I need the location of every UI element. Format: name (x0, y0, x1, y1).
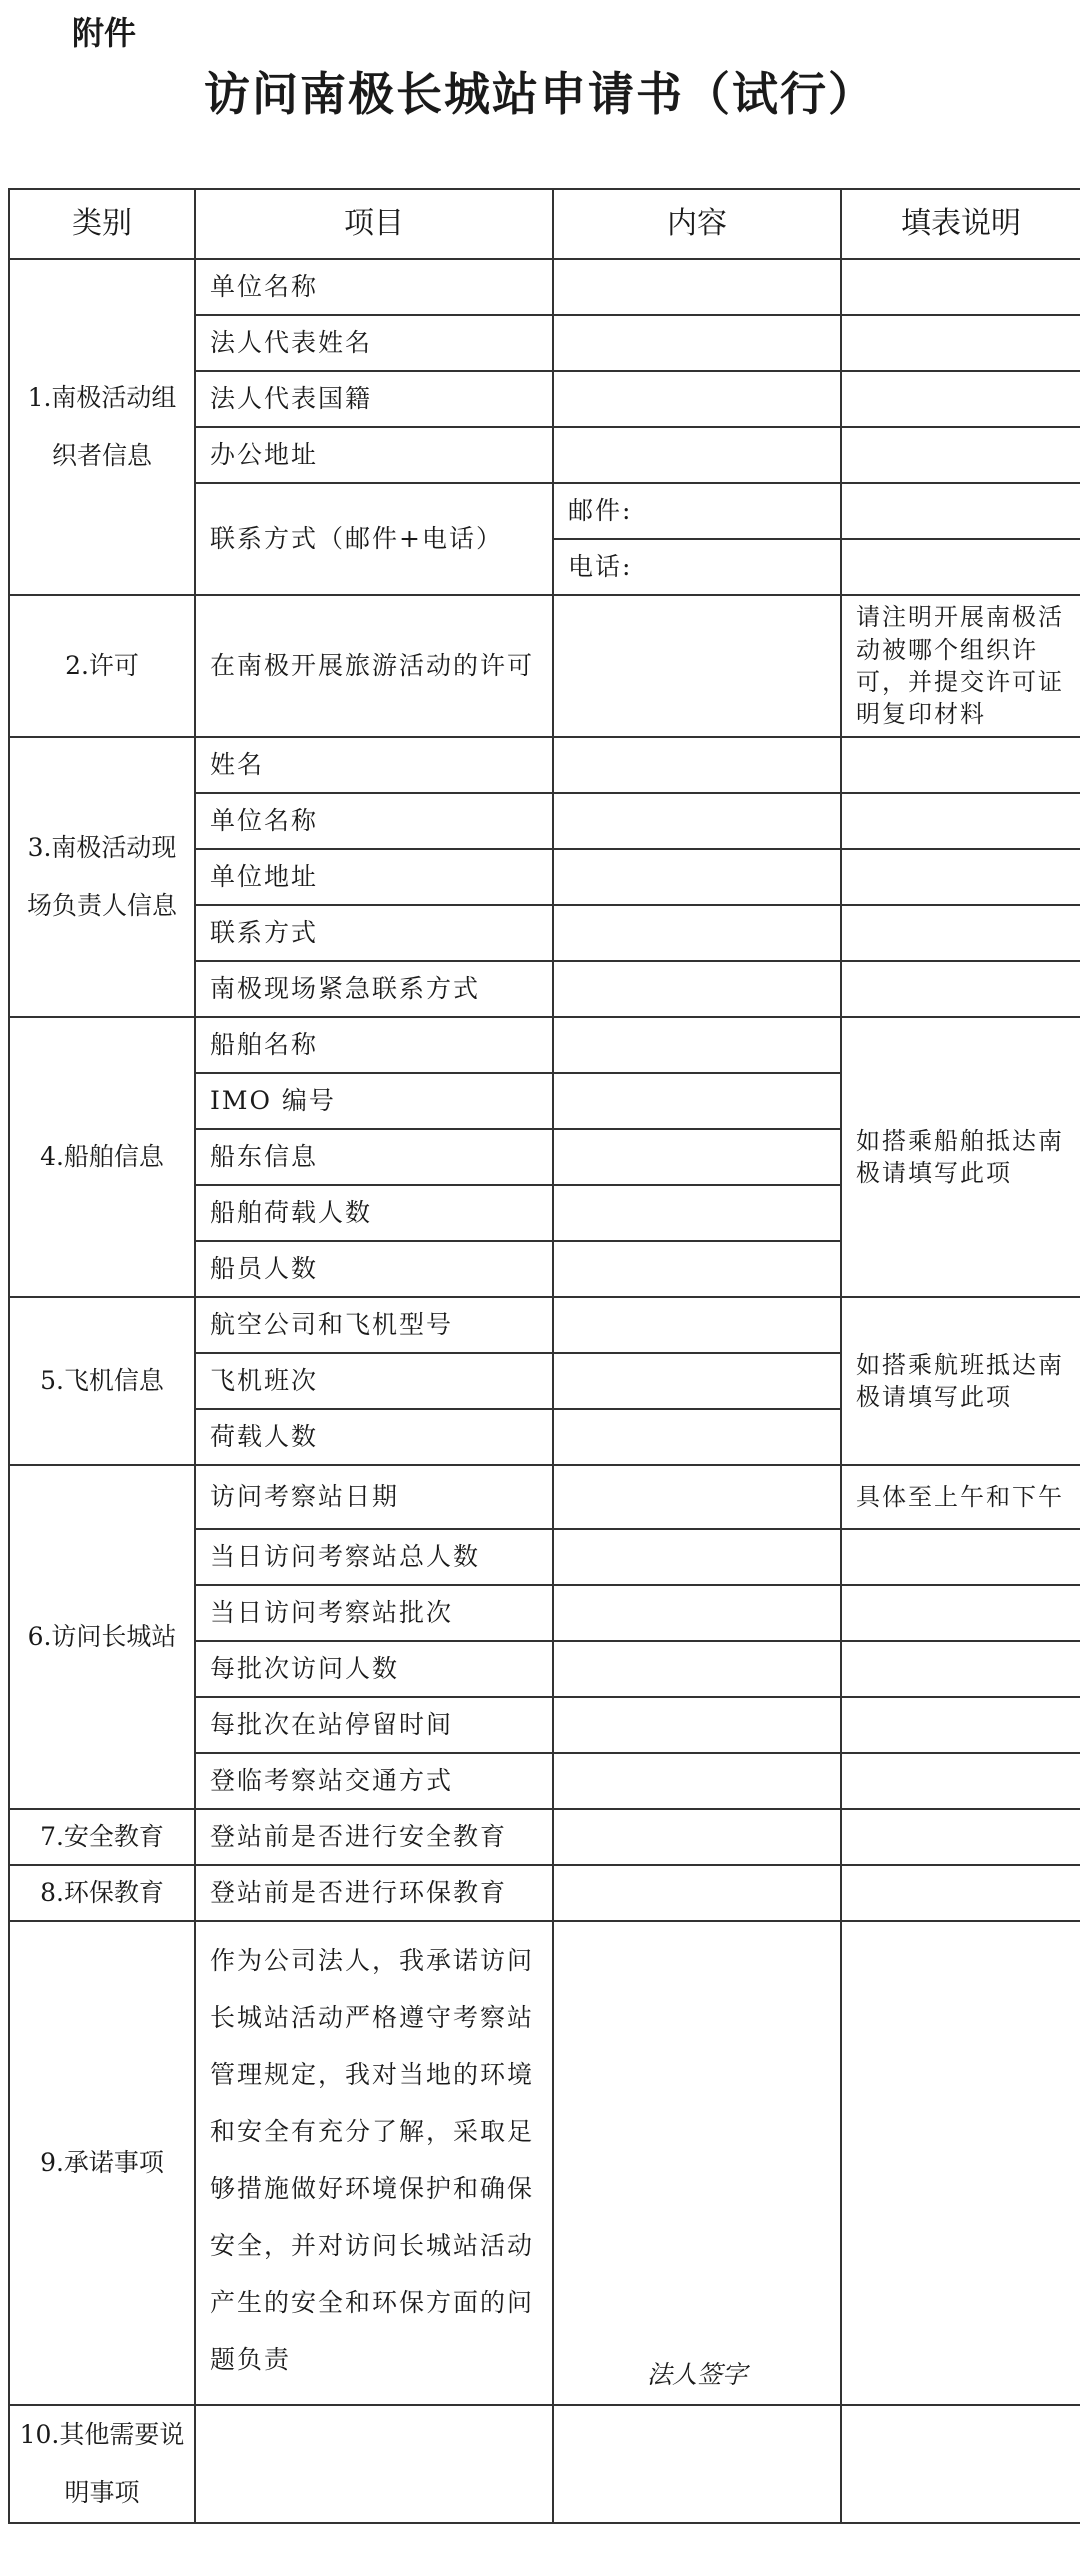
content-cell[interactable] (553, 737, 841, 793)
notes-cell (841, 737, 1080, 793)
content-cell[interactable] (553, 905, 841, 961)
page-title: 访问南极长城站申请书（试行） (204, 67, 876, 121)
content-cell[interactable] (553, 371, 841, 427)
item-name: 姓名 (195, 737, 553, 793)
header-notes: 填表说明 (841, 189, 1080, 259)
item-ship-name: 船舶名称 (195, 1017, 553, 1073)
item-visitors-per-batch: 每批次访问人数 (195, 1641, 553, 1697)
notes-cell (841, 2405, 1080, 2523)
table-row (9, 259, 1080, 315)
notes-cell (841, 1753, 1080, 1809)
attachment-label: 附件 (72, 14, 137, 52)
notes-cell (841, 1921, 1080, 2405)
item-legal-rep-nationality: 法人代表国籍 (195, 371, 553, 427)
table-row (9, 1809, 1080, 1865)
content-cell[interactable] (553, 961, 841, 1017)
category-safety-education: 7.安全教育 (9, 1809, 195, 1865)
item-passenger-capacity: 荷载人数 (195, 1409, 553, 1465)
header-item: 项目 (195, 189, 553, 259)
content-cell[interactable] (553, 1073, 841, 1129)
content-cell[interactable] (553, 1641, 841, 1697)
notes-cell (841, 539, 1080, 595)
item-visit-date: 访问考察站日期 (195, 1465, 553, 1529)
item-transport: 登临考察站交通方式 (195, 1753, 553, 1809)
content-cell[interactable] (553, 1353, 841, 1409)
item-cell[interactable] (195, 2405, 553, 2523)
item-safety-education: 登站前是否进行安全教育 (195, 1809, 553, 1865)
item-imo-number: IMO 编号 (195, 1073, 553, 1129)
item-stay-duration: 每批次在站停留时间 (195, 1697, 553, 1753)
category-aircraft: 5.飞机信息 (9, 1297, 195, 1465)
category-onsite-manager: 3.南极活动现场负责人信息 (9, 737, 195, 1017)
content-cell[interactable] (553, 427, 841, 483)
notes-cell (841, 1697, 1080, 1753)
header-content: 内容 (553, 189, 841, 259)
item-flight-number: 飞机班次 (195, 1353, 553, 1409)
table-row (9, 1465, 1080, 1529)
table-row (9, 737, 1080, 793)
notes-cell (841, 483, 1080, 539)
table-row (9, 1297, 1080, 1353)
note-permit: 请注明开展南极活动被哪个组织许可，并提交许可证明复印材料 (841, 595, 1080, 737)
category-organizer: 1.南极活动组织者信息 (9, 259, 195, 595)
notes-cell (841, 1809, 1080, 1865)
notes-cell (841, 849, 1080, 905)
content-cell[interactable] (553, 849, 841, 905)
item-emergency-contact: 南极现场紧急联系方式 (195, 961, 553, 1017)
content-cell[interactable] (553, 1297, 841, 1353)
content-cell[interactable] (553, 1017, 841, 1073)
category-permit: 2.许可 (9, 595, 195, 737)
notes-cell (841, 905, 1080, 961)
content-cell[interactable] (553, 1529, 841, 1585)
item-visit-batches: 当日访问考察站批次 (195, 1585, 553, 1641)
item-contact: 联系方式（邮件+电话） (195, 483, 553, 595)
category-visit: 6.访问长城站 (9, 1465, 195, 1809)
table-row (9, 1865, 1080, 1921)
table-row (9, 1017, 1080, 1073)
item-crew-count: 船员人数 (195, 1241, 553, 1297)
content-cell[interactable] (553, 1585, 841, 1641)
notes-cell (841, 427, 1080, 483)
notes-cell (841, 1865, 1080, 1921)
item-office-address: 办公地址 (195, 427, 553, 483)
notes-cell (841, 1585, 1080, 1641)
note-ship: 如搭乘船舶抵达南极请填写此项 (841, 1017, 1080, 1297)
content-cell[interactable] (553, 1241, 841, 1297)
content-cell[interactable] (553, 595, 841, 737)
category-env-education: 8.环保教育 (9, 1865, 195, 1921)
content-cell[interactable] (553, 259, 841, 315)
content-cell[interactable] (553, 1409, 841, 1465)
pledge-text: 作为公司法人，我承诺访问长城站活动严格遵守考察站管理规定，我对当地的环境和安全有充分了解，采取足够措施做好环境保护和确保安全，并对访问长城站活动产生的安全和环保方面的问题负责 (195, 1921, 553, 2405)
table-row (9, 2405, 1080, 2523)
content-cell[interactable] (553, 1185, 841, 1241)
header-row (9, 189, 1080, 259)
item-env-education: 登站前是否进行环保教育 (195, 1865, 553, 1921)
item-total-visitors: 当日访问考察站总人数 (195, 1529, 553, 1585)
content-cell[interactable] (553, 1753, 841, 1809)
item-airline-model: 航空公司和飞机型号 (195, 1297, 553, 1353)
notes-cell (841, 371, 1080, 427)
signature-field[interactable]: 法人签字 (553, 1921, 841, 2405)
phone-field[interactable]: 电话: (553, 539, 841, 595)
category-pledge: 9.承诺事项 (9, 1921, 195, 2405)
notes-cell (841, 793, 1080, 849)
item-shipowner: 船东信息 (195, 1129, 553, 1185)
content-cell[interactable] (553, 793, 841, 849)
content-cell[interactable] (553, 1129, 841, 1185)
content-cell[interactable] (553, 1697, 841, 1753)
header-category: 类别 (9, 189, 195, 259)
category-other: 10.其他需要说明事项 (9, 2405, 195, 2523)
note-aircraft: 如搭乘航班抵达南极请填写此项 (841, 1297, 1080, 1465)
content-cell[interactable] (553, 1809, 841, 1865)
item-ship-capacity: 船舶荷载人数 (195, 1185, 553, 1241)
notes-cell (841, 259, 1080, 315)
notes-cell (841, 961, 1080, 1017)
content-cell[interactable] (553, 1865, 841, 1921)
note-visit-date: 具体至上午和下午 (841, 1465, 1080, 1529)
item-unit-name: 单位名称 (195, 259, 553, 315)
notes-cell (841, 1641, 1080, 1697)
content-cell[interactable] (553, 2405, 841, 2523)
notes-cell (841, 1529, 1080, 1585)
category-ship: 4.船舶信息 (9, 1017, 195, 1297)
item-unit-name: 单位名称 (195, 793, 553, 849)
item-unit-address: 单位地址 (195, 849, 553, 905)
item-legal-rep-name: 法人代表姓名 (195, 315, 553, 371)
table-row (9, 595, 1080, 737)
item-permit: 在南极开展旅游活动的许可 (195, 595, 553, 737)
notes-cell (841, 315, 1080, 371)
email-field[interactable]: 邮件: (553, 483, 841, 539)
application-form-table (8, 188, 1080, 2524)
content-cell[interactable] (553, 315, 841, 371)
item-contact: 联系方式 (195, 905, 553, 961)
content-cell[interactable] (553, 1465, 841, 1529)
table-row (9, 1921, 1080, 2405)
